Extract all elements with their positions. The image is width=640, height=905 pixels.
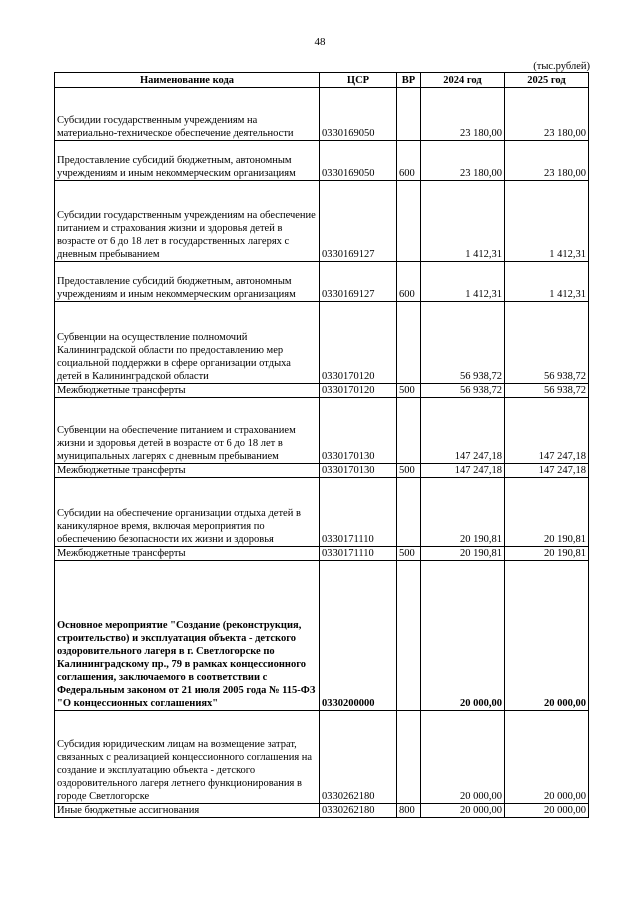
budget-table	[54, 72, 589, 818]
row-name-cell: Субвенции на обеспечение питанием и страхованием жизни и здоровья детей в возрасте от 6 до 18 лет в муниципальных лагерях с дневным пребыванием	[55, 398, 320, 464]
row-csr-cell: 0330169127	[320, 262, 397, 302]
row-2025-amount-cell: 20 000,00	[505, 804, 589, 818]
row-2024-amount-cell: 20 000,00	[421, 804, 505, 818]
row-2025-amount-cell: 20 190,81	[505, 478, 589, 547]
row-2025-amount-cell: 1 412,31	[505, 181, 589, 262]
page-number: 48	[314, 36, 326, 48]
table-row	[55, 464, 589, 478]
row-vr-cell: 600	[397, 262, 421, 302]
table-row	[55, 262, 589, 302]
row-2024-amount-cell: 1 412,31	[421, 181, 505, 262]
row-2025-amount-cell: 56 938,72	[505, 384, 589, 398]
header-year-2025: 2025 год	[505, 73, 589, 88]
row-2024-amount-cell: 56 938,72	[421, 384, 505, 398]
row-2024-amount-cell: 23 180,00	[421, 141, 505, 181]
row-name-cell: Предоставление субсидий бюджетным, автономным учреждениям и иным некоммерческим организациям	[55, 141, 320, 181]
row-2025-amount-cell: 20 000,00	[505, 711, 589, 804]
row-name-cell: Основное мероприятие "Создание (реконструкция, строительство) и эксплуатация объекта - детского оздоровительного лагеря в г. Светлогорске по Калининградскому пр., 79 в рамках концессионного соглашения, заключаемого в соответствии с Федеральным законом от 21 июля 2005 года № 115-ФЗ "О концессионных соглашениях"	[55, 561, 320, 711]
row-2025-amount-cell: 20 190,81	[505, 547, 589, 561]
row-2024-amount-cell: 20 190,81	[421, 547, 505, 561]
header-year-2024: 2024 год	[421, 73, 505, 88]
row-2024-amount-cell: 20 000,00	[421, 561, 505, 711]
table-row	[55, 181, 589, 262]
row-2025-amount-cell: 23 180,00	[505, 141, 589, 181]
row-2025-amount-cell: 147 247,18	[505, 398, 589, 464]
header-name: Наименование кода	[55, 73, 320, 88]
row-name-cell: Иные бюджетные ассигнования	[55, 804, 320, 818]
row-name-cell: Предоставление субсидий бюджетным, автономным учреждениям и иным некоммерческим организациям	[55, 262, 320, 302]
row-2024-amount-cell: 20 000,00	[421, 711, 505, 804]
row-vr-cell: 500	[397, 464, 421, 478]
row-csr-cell: 0330169050	[320, 88, 397, 141]
row-name-cell: Субвенции на осуществление полномочий Калининградской области по предоставлению мер социальной поддержки в сфере организации отдыха детей в Калининградской области	[55, 302, 320, 384]
row-vr-cell	[397, 398, 421, 464]
row-name-cell: Субсидии на обеспечение организации отдыха детей в каникулярное время, включая мероприятия по обеспечению безопасности их жизни и здоровья	[55, 478, 320, 547]
row-2025-amount-cell: 147 247,18	[505, 464, 589, 478]
table-row	[55, 561, 589, 711]
row-2024-amount-cell: 56 938,72	[421, 302, 505, 384]
row-csr-cell: 0330170130	[320, 398, 397, 464]
row-name-cell: Межбюджетные трансферты	[55, 547, 320, 561]
row-csr-cell: 0330170130	[320, 464, 397, 478]
row-2024-amount-cell: 147 247,18	[421, 398, 505, 464]
row-csr-cell: 0330171110	[320, 478, 397, 547]
row-vr-cell	[397, 561, 421, 711]
row-2025-amount-cell: 23 180,00	[505, 88, 589, 141]
row-csr-cell: 0330169050	[320, 141, 397, 181]
row-vr-cell: 600	[397, 141, 421, 181]
row-vr-cell	[397, 478, 421, 547]
row-vr-cell	[397, 181, 421, 262]
table-row	[55, 804, 589, 818]
table-row	[55, 384, 589, 398]
row-csr-cell: 0330200000	[320, 561, 397, 711]
row-vr-cell: 500	[397, 384, 421, 398]
unit-note: (тыс.рублей)	[533, 61, 590, 72]
row-name-cell: Субсидии государственным учреждениям на обеспечение питанием и страхования жизни и здоровья детей в возрасте от 6 до 18 лет в государственных лагерях с дневным пребыванием	[55, 181, 320, 262]
table-row	[55, 88, 589, 141]
row-csr-cell: 0330171110	[320, 547, 397, 561]
table-row	[55, 711, 589, 804]
row-name-cell: Субсидия юридическим лицам на возмещение затрат, связанных с реализацией концессионного соглашения на создание и эксплуатацию объекта - детского оздоровительного лагеря летнего функционирования в городе Светлогорске	[55, 711, 320, 804]
row-name-cell: Межбюджетные трансферты	[55, 464, 320, 478]
row-vr-cell: 800	[397, 804, 421, 818]
row-2025-amount-cell: 20 000,00	[505, 561, 589, 711]
row-vr-cell	[397, 302, 421, 384]
row-vr-cell	[397, 711, 421, 804]
row-name-cell: Субсидии государственным учреждениям на материально-техническое обеспечение деятельности	[55, 88, 320, 141]
table-row	[55, 141, 589, 181]
table-row	[55, 302, 589, 384]
row-2024-amount-cell: 20 190,81	[421, 478, 505, 547]
table-row	[55, 547, 589, 561]
header-csr: ЦСР	[320, 73, 397, 88]
row-2025-amount-cell: 1 412,31	[505, 262, 589, 302]
row-csr-cell: 0330170120	[320, 302, 397, 384]
row-2024-amount-cell: 1 412,31	[421, 262, 505, 302]
table-row	[55, 398, 589, 464]
row-2024-amount-cell: 147 247,18	[421, 464, 505, 478]
row-vr-cell: 500	[397, 547, 421, 561]
row-csr-cell: 0330170120	[320, 384, 397, 398]
row-2024-amount-cell: 23 180,00	[421, 88, 505, 141]
header-vr: ВР	[397, 73, 421, 88]
row-name-cell: Межбюджетные трансферты	[55, 384, 320, 398]
row-csr-cell: 0330169127	[320, 181, 397, 262]
table-row	[55, 478, 589, 547]
row-csr-cell: 0330262180	[320, 711, 397, 804]
table-header-row	[55, 73, 589, 88]
row-2025-amount-cell: 56 938,72	[505, 302, 589, 384]
row-vr-cell	[397, 88, 421, 141]
row-csr-cell: 0330262180	[320, 804, 397, 818]
